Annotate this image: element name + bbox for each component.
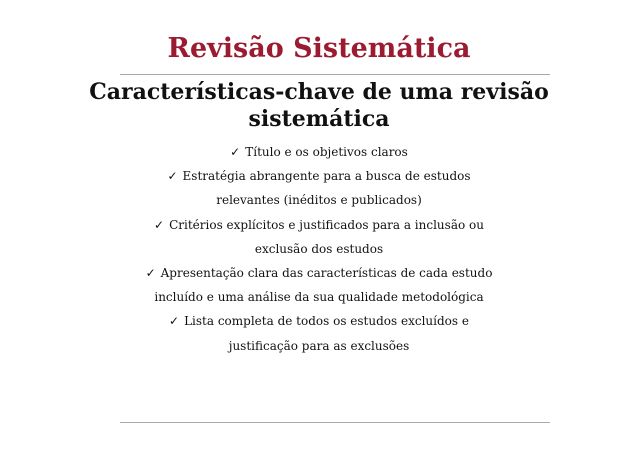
list-item-text: Lista completa de todos os estudos excluídos e xyxy=(184,314,469,329)
list-item-line xyxy=(0,261,638,285)
list-item-line xyxy=(0,213,638,237)
list-item-line xyxy=(0,164,638,188)
list-item-line: incluído e uma análise da sua qualidade metodológica xyxy=(154,290,484,305)
list-item-text: Estratégia abrangente para a busca de estudos xyxy=(182,169,471,184)
list-item-line: exclusão dos estudos xyxy=(254,241,384,256)
list-item-line xyxy=(0,140,638,164)
checkmark-icon: ✓ xyxy=(230,145,241,159)
list-item-text: Apresentação clara das características de cada estudo xyxy=(160,266,493,281)
checkmark-icon: ✓ xyxy=(167,169,178,184)
slide-title: Revisão Sistemática xyxy=(167,33,471,64)
subtitle-line: Características-chave de uma revisão xyxy=(89,79,549,105)
list-item-line: relevantes (inéditos e publicados) xyxy=(216,193,422,208)
list-item-line xyxy=(0,309,638,333)
checkmark-icon: ✓ xyxy=(154,217,165,232)
characteristics-list xyxy=(0,140,638,358)
checkmark-icon: ✓ xyxy=(169,314,180,329)
footer-divider xyxy=(120,422,550,423)
list-item xyxy=(0,309,638,357)
list-item-text: Título e os objetivos claros xyxy=(245,145,408,159)
list-item xyxy=(0,140,638,164)
list-item-line: justificação para as exclusões xyxy=(228,338,410,353)
checkmark-icon: ✓ xyxy=(145,266,156,281)
list-item-text: Critérios explícitos e justificados para a inclusão ou xyxy=(169,217,484,232)
list-item xyxy=(0,213,638,261)
slide-subtitle xyxy=(0,79,638,133)
list-item xyxy=(0,164,638,212)
list-item xyxy=(0,261,638,309)
title-divider xyxy=(120,74,550,75)
subtitle-line: sistemática xyxy=(248,106,390,132)
